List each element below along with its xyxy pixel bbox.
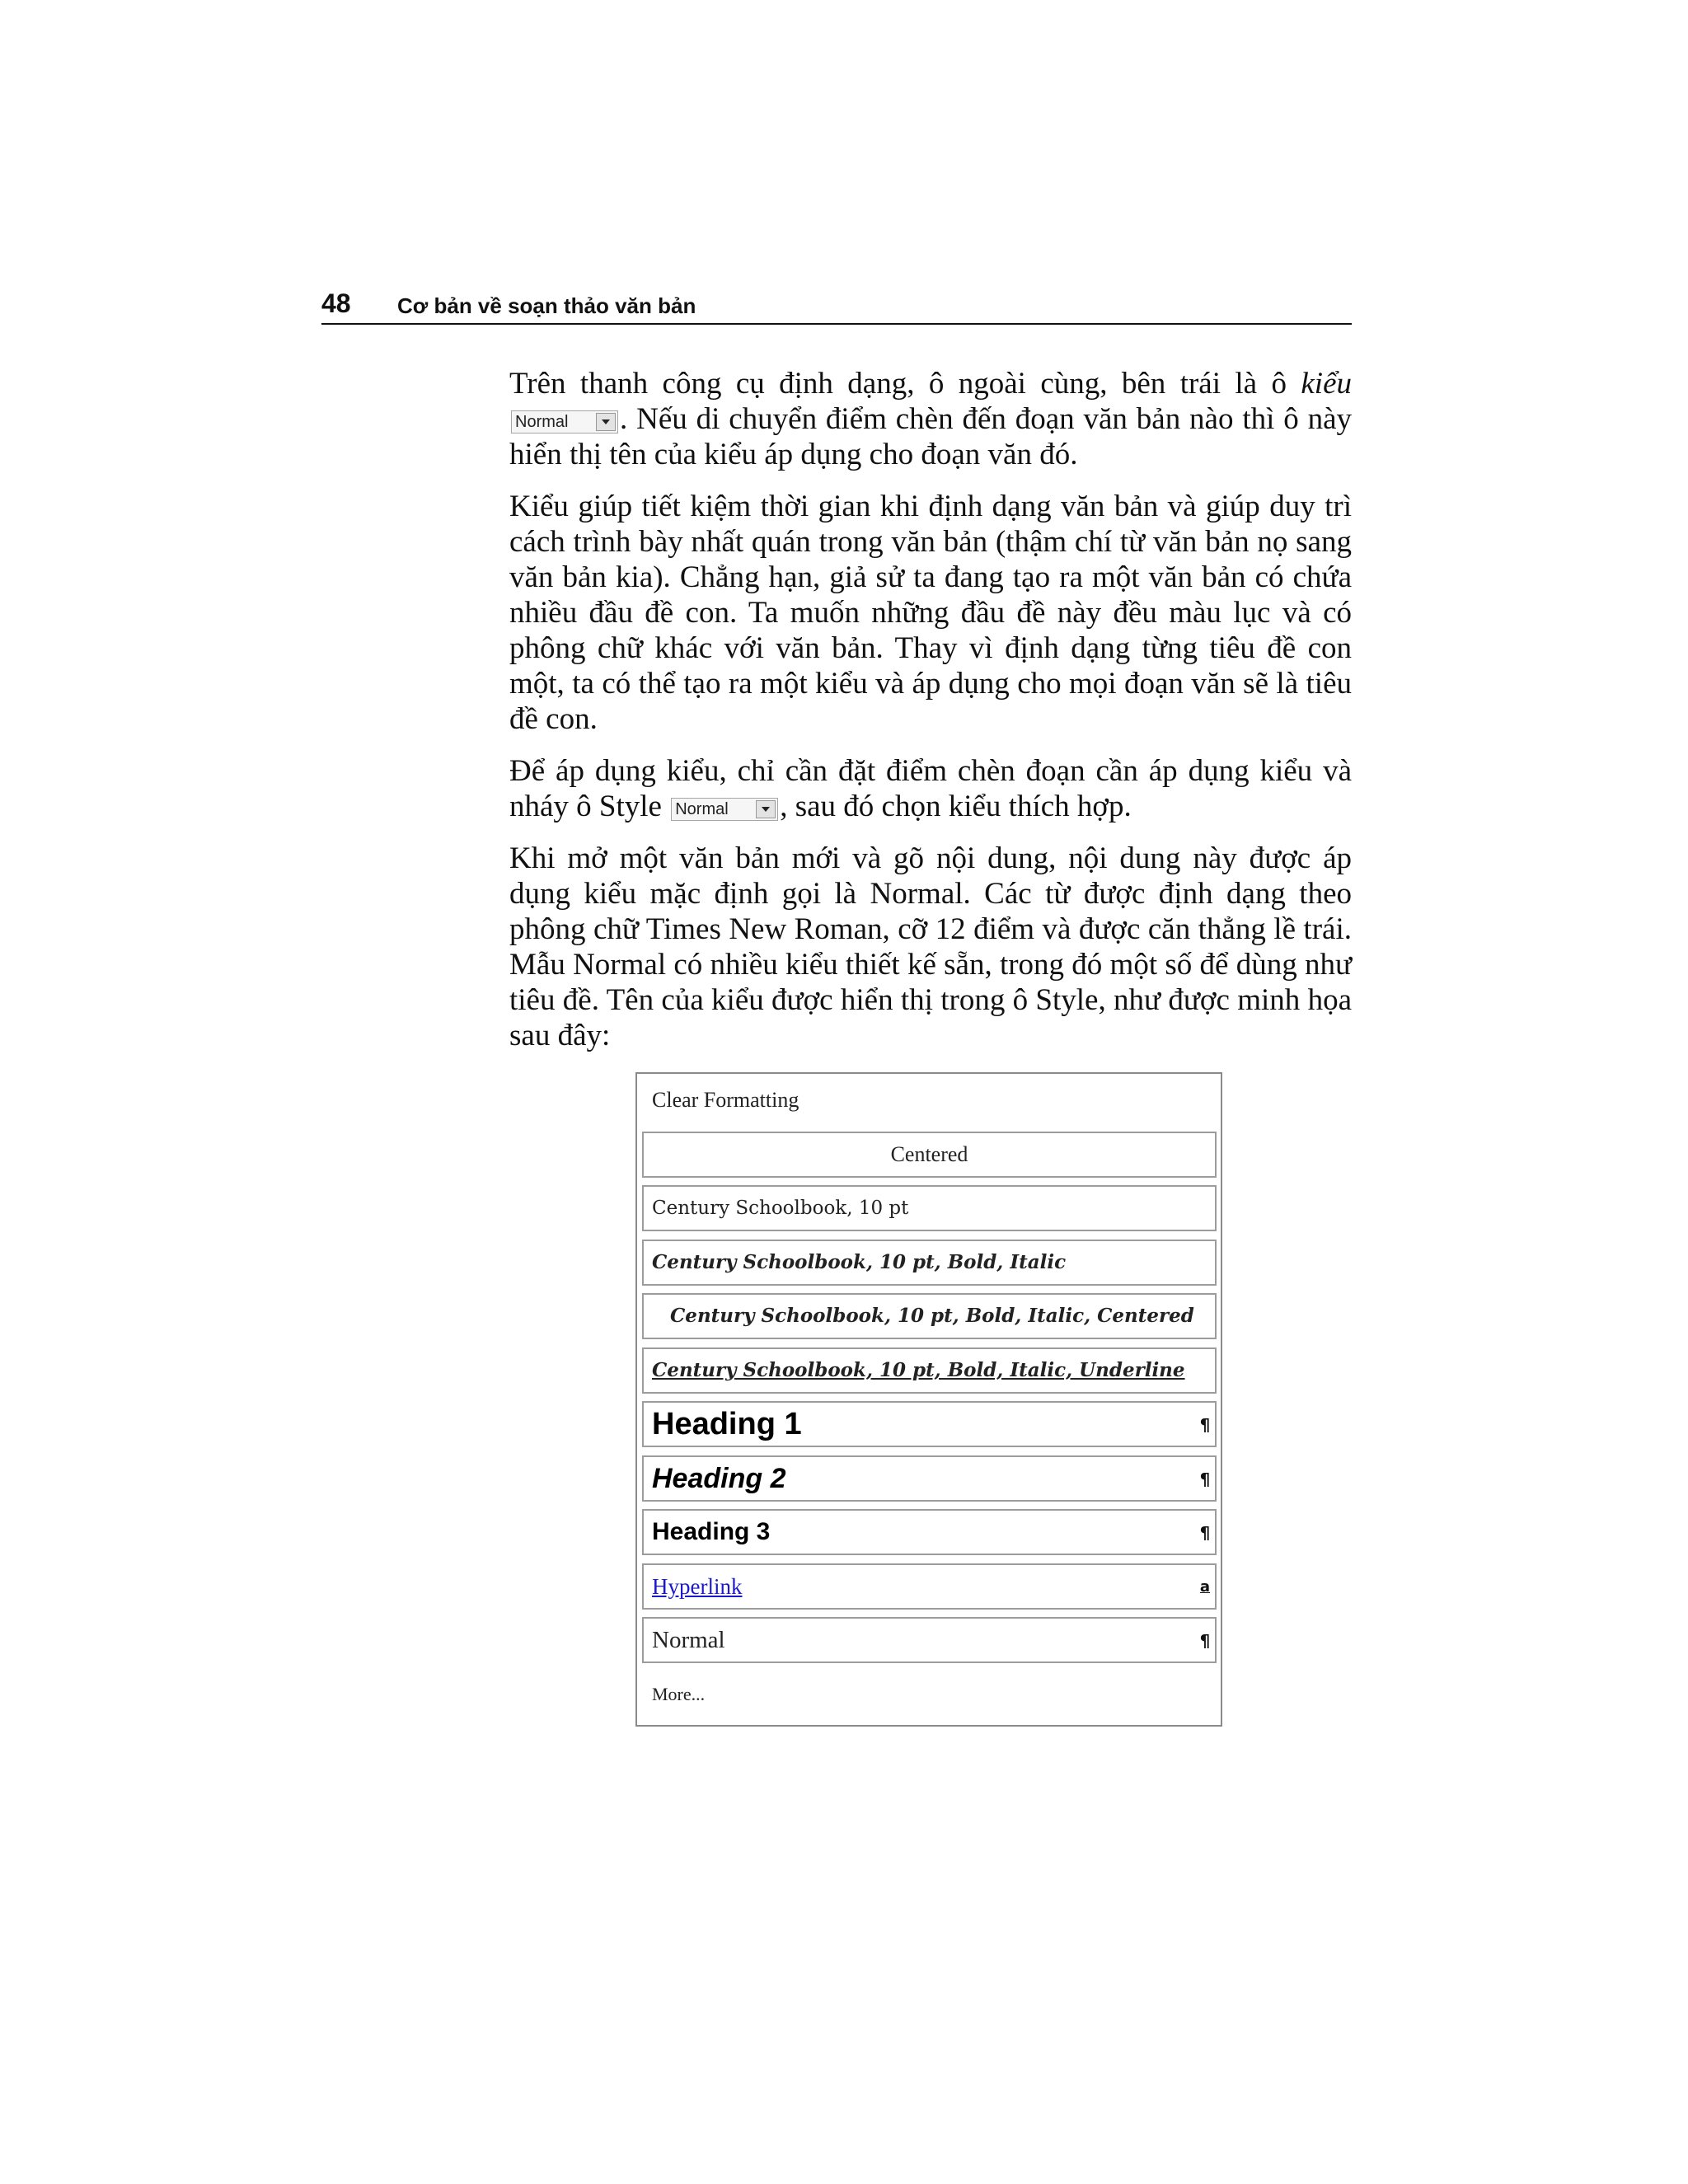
paragraph-mark-icon: ¶: [1199, 1523, 1211, 1543]
menu-item-label: Centered: [890, 1142, 968, 1166]
page-header: [321, 287, 1352, 325]
paragraph-2: Kiểu giúp tiết kiệm thời gian khi định dạng văn bản và giúp duy trì cách trình bày nhất quán trong văn bản (thậm chí từ văn bản nọ sang văn bản kia). Chẳng hạn, giả sử ta đang tạo ra một văn bản có chứa nhiều đầu đề con. Ta muốn những đầu đề này đều màu lục và có phông chữ khác với văn bản. Thay vì định dạng từng tiêu đề con một, ta có thể tạo ra một kiểu và áp dụng cho mọi đoạn văn sẽ là tiêu đề con.: [509, 490, 1352, 736]
dropdown-arrow-icon: [756, 800, 776, 818]
menu-item-label: Century Schoolbook, 10 pt, Bold, Italic, Centered: [670, 1305, 1194, 1327]
menu-item-centered[interactable]: [642, 1132, 1217, 1178]
paragraph-3-rest: , sau đó chọn kiểu thích hợp.: [780, 790, 1132, 823]
menu-item-label: More...: [652, 1684, 706, 1704]
term-kieu: kiểu: [1301, 367, 1352, 401]
style-box-inline: [671, 798, 778, 821]
style-dropdown-menu: [635, 1072, 1222, 1727]
paragraph-mark-icon: ¶: [1199, 1631, 1211, 1651]
paragraph-mark-icon: ¶: [1199, 1469, 1211, 1489]
menu-item-label: Normal: [652, 1627, 725, 1653]
menu-item-century-bold-italic[interactable]: [642, 1240, 1217, 1286]
menu-item-heading-3[interactable]: [642, 1509, 1217, 1555]
paragraph-mark-icon: ¶: [1199, 1415, 1211, 1435]
menu-item-label: Clear Formatting: [652, 1088, 799, 1112]
menu-item-label: Heading 1: [652, 1407, 802, 1441]
paragraph-1: [509, 366, 1352, 472]
menu-item-more[interactable]: [642, 1671, 1217, 1718]
menu-item-clear-formatting[interactable]: [642, 1077, 1217, 1123]
running-title: Cơ bản về soạn thảo văn bản: [397, 293, 696, 318]
menu-item-century-10pt[interactable]: [642, 1185, 1217, 1231]
menu-item-century-bold-italic-underline[interactable]: [642, 1347, 1217, 1394]
page-number: 48: [321, 288, 351, 318]
menu-item-heading-1[interactable]: [642, 1401, 1217, 1447]
menu-item-label: Century Schoolbook, 10 pt, Bold, Italic: [652, 1251, 1067, 1273]
menu-item-century-bold-italic-centered[interactable]: [642, 1293, 1217, 1339]
menu-item-heading-2[interactable]: [642, 1455, 1217, 1502]
paragraph-1-rest: . Nếu di chuyển điểm chèn đến đoạn văn bản nào thì ô này hiển thị tên của kiểu áp dụng cho đoạn văn đó.: [509, 402, 1352, 471]
paragraph-3-lead: Để áp dụng kiểu, chỉ cần đặt điểm chèn đoạn cần áp dụng kiểu và nháy ô Style: [509, 754, 1352, 823]
menu-item-label: Heading 2: [652, 1463, 786, 1494]
style-box-value: Normal: [675, 799, 729, 818]
menu-item-hyperlink[interactable]: [642, 1563, 1217, 1610]
body-text: [509, 366, 1352, 1070]
style-box-inline: [511, 410, 618, 434]
header-rule: [321, 323, 1352, 325]
menu-item-normal[interactable]: [642, 1617, 1217, 1663]
paragraph-4: Khi mở một văn bản mới và gõ nội dung, nội dung này được áp dụng kiểu mặc định gọi là Normal. Các từ được định dạng theo phông chữ Times New Roman, cỡ 12 điểm và được căn thẳng lề trái. Mẫu Normal có nhiều kiểu thiết kế sẵn, trong đó một số để dùng như tiêu đề. Tên của kiểu được hiển thị trong ô Style, như được minh họa sau đây:: [509, 841, 1352, 1052]
dropdown-arrow-icon: [596, 413, 616, 431]
style-box-value: Normal: [515, 412, 569, 431]
paragraph-3: [509, 753, 1352, 824]
menu-item-label: Heading 3: [652, 1518, 771, 1545]
menu-item-label: Hyperlink: [652, 1574, 743, 1599]
menu-item-label: Century Schoolbook, 10 pt, Bold, Italic, Underline: [652, 1359, 1185, 1381]
menu-item-label: Century Schoolbook, 10 pt: [652, 1197, 909, 1219]
paragraph-1-lead: Trên thanh công cụ định dạng, ô ngoài cùng, bên trái là ô: [509, 367, 1301, 401]
character-style-icon: a: [1199, 1578, 1211, 1596]
